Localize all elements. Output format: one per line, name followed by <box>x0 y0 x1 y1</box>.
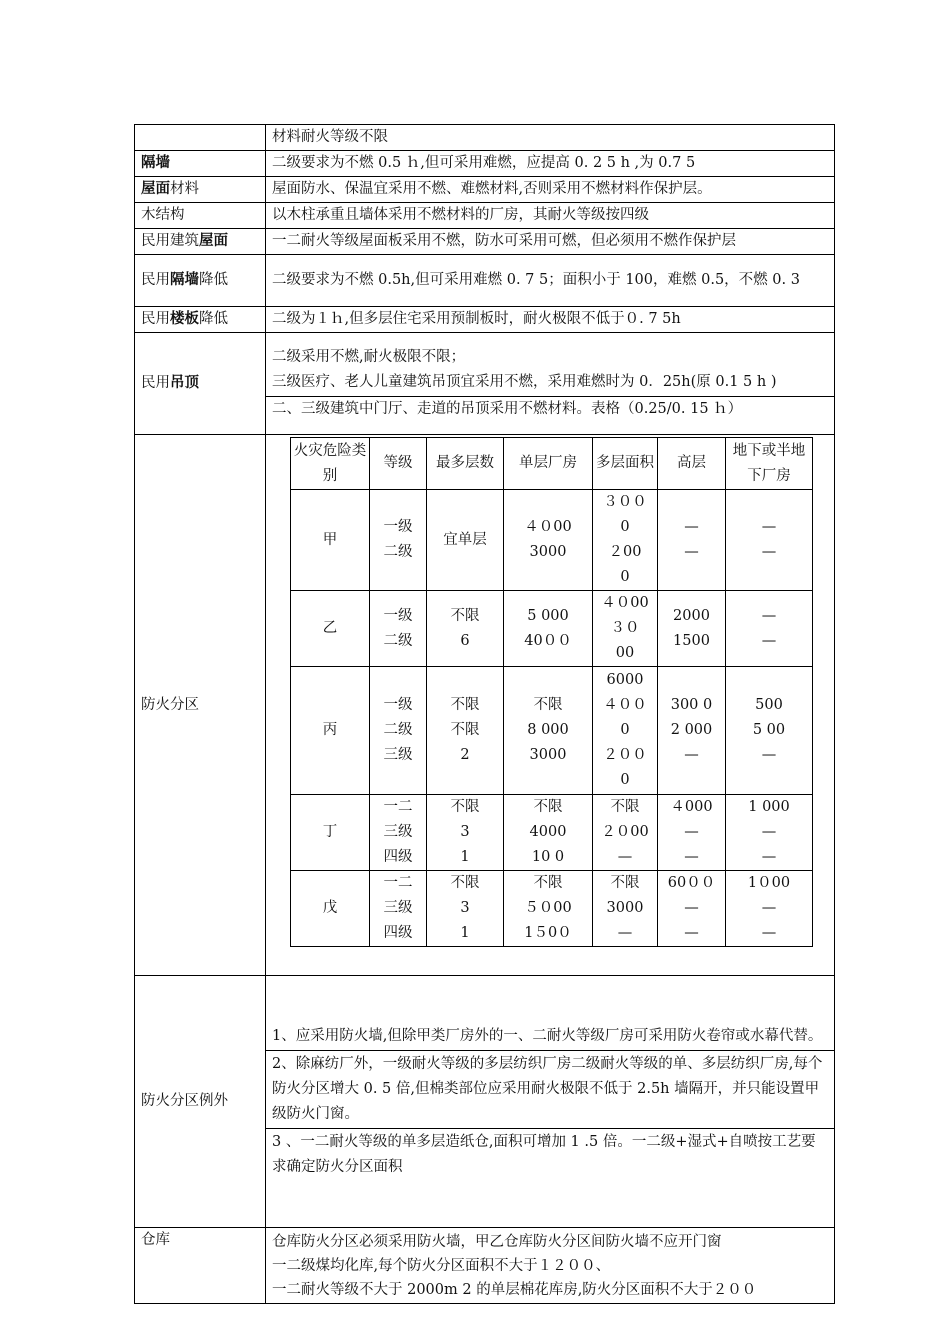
table-row <box>135 203 835 229</box>
label-pre: 民用 <box>141 375 170 391</box>
label-bold: 隔墙 <box>170 272 199 288</box>
table-row <box>135 976 835 1228</box>
cell-line: — <box>684 747 699 763</box>
cell-line: 5 000 <box>527 607 569 624</box>
fire-zone-table <box>290 437 813 947</box>
content-line: 一二级煤均化库,每个防火分区面积不大于１２００、 <box>272 1257 611 1274</box>
exception-item-1: 1、应采用防火墙,但除甲类厂房外的一、二耐火等级厂房可采用防火卷帘或水幕代替。 <box>272 1028 823 1044</box>
cell-line: 一二 <box>383 875 413 891</box>
cell-line: 40００ <box>524 632 572 649</box>
fire-floors-cell <box>427 591 504 667</box>
cell-line: 不限 <box>533 697 563 713</box>
cell-line: — <box>761 925 777 941</box>
table-row <box>135 333 835 435</box>
cell-line: 1５0０ <box>524 925 572 941</box>
cell-line: 6 <box>460 632 470 649</box>
fire-category-cell: 丁 <box>291 795 370 871</box>
fire-single-cell <box>504 591 593 667</box>
row-content: 二级要求为不燃 0.5h,但可采用难燃 0. 7 5；面积小于 100，难燃 0.5，不燃 0. 3 <box>266 255 835 307</box>
row-content: 一二耐火等级屋面板采用不燃，防水可采用可燃，但必须用不燃作保护层 <box>266 229 835 255</box>
cell-line: ３０ <box>610 620 640 636</box>
cell-line: — <box>761 747 777 763</box>
cell-line: 1 <box>460 925 470 941</box>
label-rest: 降低 <box>199 272 228 288</box>
label-pre: 民用 <box>141 311 170 327</box>
content-line: 仓库防火分区必须采用防火墙，甲乙仓库防火分区间防火墙不应开门窗 <box>272 1233 722 1250</box>
label-bold: 屋面 <box>141 181 170 197</box>
cell-line: 2 000 <box>670 722 713 738</box>
cell-line: 一级 <box>383 519 413 535</box>
cell-line: 三级 <box>383 824 413 840</box>
cell-line: 不限 <box>450 697 480 713</box>
fire-high-cell <box>658 490 726 591</box>
label-rest: 降低 <box>199 311 228 327</box>
cell-line: — <box>684 849 699 865</box>
fire-table-header-cell: 多层面积 <box>593 438 658 490</box>
cell-line: — <box>684 900 699 916</box>
cell-line: 0 <box>620 722 630 738</box>
fire-grade-cell <box>370 591 427 667</box>
row-label <box>135 229 266 255</box>
row-label <box>135 307 266 333</box>
row-label: 仓库 <box>135 1228 266 1304</box>
cell-line: — <box>617 849 633 865</box>
cell-line: — <box>761 607 777 624</box>
label-rest: 材料 <box>170 181 199 197</box>
cell-line: 不限 <box>610 799 640 815</box>
fire-floors-cell <box>427 490 504 591</box>
cell-line: — <box>761 544 777 560</box>
cell-line: 二级 <box>383 544 413 560</box>
fire-table-header-cell: 单层厂房 <box>504 438 593 490</box>
cell-line: 一级 <box>383 697 413 713</box>
fire-grade-cell <box>370 871 427 947</box>
cell-line: 不限 <box>450 875 480 891</box>
cell-line: — <box>761 824 777 840</box>
cell-line: 1０00 <box>747 875 791 891</box>
row-label <box>135 333 266 435</box>
fire-category-cell: 丙 <box>291 667 370 795</box>
cell-line: 1 000 <box>748 799 790 815</box>
table-row <box>135 435 835 976</box>
fire-grade-cell <box>370 795 427 871</box>
label-bold: 隔墙 <box>141 155 170 171</box>
table-row <box>135 307 835 333</box>
cell-line: 500 <box>755 697 783 713</box>
cell-line: 宜单层 <box>443 531 487 548</box>
fire-table-row <box>291 490 813 591</box>
cell-line: 4000 <box>529 824 567 840</box>
cell-line: 不限 <box>450 607 480 624</box>
cell-line: ５０00 <box>524 900 572 916</box>
cell-line: ４000 <box>670 799 713 815</box>
cell-line: 不限 <box>610 875 640 891</box>
cell-line: 6000 <box>606 672 644 688</box>
fire-under-cell <box>726 490 813 591</box>
cell-line: — <box>761 900 777 916</box>
table-row <box>135 151 835 177</box>
table-row <box>135 229 835 255</box>
fire-grade-cell <box>370 490 427 591</box>
cell-line: ４０00 <box>524 519 572 535</box>
fire-high-cell <box>658 871 726 947</box>
row-content: 以木柱承重且墙体采用不燃材料的厂房，其耐火等级按四级 <box>266 203 835 229</box>
row-content: 屋面防水、保温宜采用不燃、难燃材料,否则采用不燃材料作保护层。 <box>266 177 835 203</box>
cell-line: 1 <box>460 849 470 865</box>
fire-table-row <box>291 871 813 947</box>
fire-table-header-cell: 高层 <box>658 438 726 490</box>
cell-line: 不限 <box>533 799 563 815</box>
cell-line: 1500 <box>673 632 710 649</box>
exception-item-3: 3 、一二耐火等级的单多层造纸仓,面积可增加 1 .5 倍。一二级+湿式+自喷按工艺要求确定防火分区面积 <box>266 1128 834 1180</box>
fire-under-cell <box>726 871 813 947</box>
row-content: 二级为１ｈ,但多层住宅采用预制板时，耐火极限不低于０. 7 5h <box>266 307 835 333</box>
document-page <box>134 124 834 1304</box>
cell-line: — <box>617 925 633 941</box>
cell-line: — <box>761 632 777 649</box>
cell-line: 5 00 <box>752 722 786 738</box>
cell-line: 四级 <box>383 925 413 941</box>
label-pre: 民用 <box>141 272 170 288</box>
cell-line: 10 0 <box>531 849 565 865</box>
fire-single-cell <box>504 667 593 795</box>
cell-line: 0 <box>620 772 630 788</box>
label-bold: 屋面 <box>199 233 228 249</box>
cell-line: — <box>684 824 699 840</box>
row-content <box>266 1228 835 1304</box>
fire-grade-cell <box>370 667 427 795</box>
row-label: 木结构 <box>135 203 266 229</box>
fire-category-cell: 戊 <box>291 871 370 947</box>
cell-line: 0 <box>620 519 630 535</box>
row-content: 二级要求为不燃 0.5 ｈ,但可采用难燃，应提高 0. 2 5 h ,为 0.7 5 <box>266 151 835 177</box>
cell-line: 3 <box>460 900 470 916</box>
cell-line: 不限 <box>533 875 563 891</box>
content-line: 二、三级建筑中门厅、走道的吊顶采用不燃材料。表格（0.25/0. 15 ｈ） <box>266 396 834 422</box>
fire-floors-cell <box>427 871 504 947</box>
content-line: 二级采用不燃,耐火极限不限； <box>272 349 466 365</box>
cell-line: 一级 <box>383 607 413 624</box>
fire-table-header-cell: 最多层数 <box>427 438 504 490</box>
cell-line: 四级 <box>383 849 413 865</box>
fire-under-cell <box>726 795 813 871</box>
cell-line: ２００ <box>603 747 647 763</box>
row-label <box>135 151 266 177</box>
fire-category-cell: 乙 <box>291 591 370 667</box>
fire-high-cell <box>658 795 726 871</box>
fire-floors-cell <box>427 667 504 795</box>
fire-multi-cell <box>593 795 658 871</box>
fire-single-cell <box>504 795 593 871</box>
cell-line: ２00 <box>608 544 642 560</box>
cell-line: ３００ <box>603 494 647 510</box>
fire-floors-cell <box>427 795 504 871</box>
fire-zone-cell <box>266 435 835 976</box>
cell-line: 00 <box>615 645 635 661</box>
label-pre: 民用建筑 <box>141 233 199 249</box>
cell-line: 2 <box>460 747 470 763</box>
row-content <box>266 333 835 435</box>
row-label <box>135 177 266 203</box>
cell-line: 二级 <box>383 722 413 738</box>
cell-line: 三级 <box>383 747 413 763</box>
content-line: 一二耐火等级不大于 2000m 2 的单层棉花库房,防火分区面积不大于２００ <box>272 1281 757 1298</box>
fire-table-header-row <box>291 438 813 490</box>
exception-item-2: 2、除麻纺厂外，一级耐火等级的多层纺织厂房二级耐火等级的单、多层纺织厂房,每个防火分区增大 0. 5 倍,但棉类部位应采用耐火极限不低于 2.5h 墙隔开，并只能设置甲级防火门窗。 <box>266 1050 834 1128</box>
cell-line: 3000 <box>529 747 567 763</box>
fire-category-cell: 甲 <box>291 490 370 591</box>
row-label <box>135 255 266 307</box>
cell-line: 二级 <box>383 632 413 649</box>
fire-table-row <box>291 795 813 871</box>
cell-line: 8 000 <box>527 722 569 738</box>
fire-multi-cell <box>593 591 658 667</box>
row-content: 材料耐火等级不限 <box>266 125 835 151</box>
cell-line: 60００ <box>667 875 716 891</box>
fire-high-cell <box>658 591 726 667</box>
fire-under-cell <box>726 667 813 795</box>
cell-line: 2000 <box>673 607 710 624</box>
cell-line: 3000 <box>606 900 644 916</box>
cell-line: ４００ <box>603 697 647 713</box>
fire-table-header-cell: 地下或半地下厂房 <box>726 438 813 490</box>
label-bold: 楼板 <box>170 311 199 327</box>
cell-line: 300 0 <box>670 697 713 713</box>
cell-line: 三级 <box>383 900 413 916</box>
table-row <box>135 255 835 307</box>
table-row <box>135 1228 835 1304</box>
fire-multi-cell <box>593 871 658 947</box>
fire-table-header-cell: 等级 <box>370 438 427 490</box>
cell-line: 一二 <box>383 799 413 815</box>
label-bold: 吊顶 <box>170 375 199 391</box>
fire-table-row <box>291 591 813 667</box>
row-label <box>135 125 266 151</box>
row-label: 防火分区 <box>135 435 266 976</box>
cell-line: 不限 <box>450 799 480 815</box>
fire-multi-cell <box>593 490 658 591</box>
table-row <box>135 177 835 203</box>
fire-under-cell <box>726 591 813 667</box>
fire-single-cell <box>504 490 593 591</box>
fire-table-header-cell: 火灾危险类别 <box>291 438 370 490</box>
fire-multi-cell <box>593 667 658 795</box>
cell-line: — <box>761 849 777 865</box>
row-content <box>266 976 835 1228</box>
fire-table-row <box>291 667 813 795</box>
fire-single-cell <box>504 871 593 947</box>
cell-line: — <box>684 519 699 535</box>
cell-line: ２０00 <box>601 824 649 840</box>
cell-line: — <box>684 544 699 560</box>
cell-line: 3 <box>460 824 470 840</box>
table-row <box>135 125 835 151</box>
cell-line: — <box>684 925 699 941</box>
row-label: 防火分区例外 <box>135 976 266 1228</box>
spec-table <box>134 124 835 1304</box>
cell-line: — <box>761 519 777 535</box>
cell-line: 不限 <box>450 722 480 738</box>
content-line: 三级医疗、老人儿童建筑吊顶宜采用不燃，采用难燃时为 0．25h(原 0.1 5 h ) <box>272 374 777 390</box>
cell-line: 0 <box>620 569 630 585</box>
cell-line: 3000 <box>529 544 567 560</box>
cell-line: ４０00 <box>601 595 649 611</box>
fire-high-cell <box>658 667 726 795</box>
